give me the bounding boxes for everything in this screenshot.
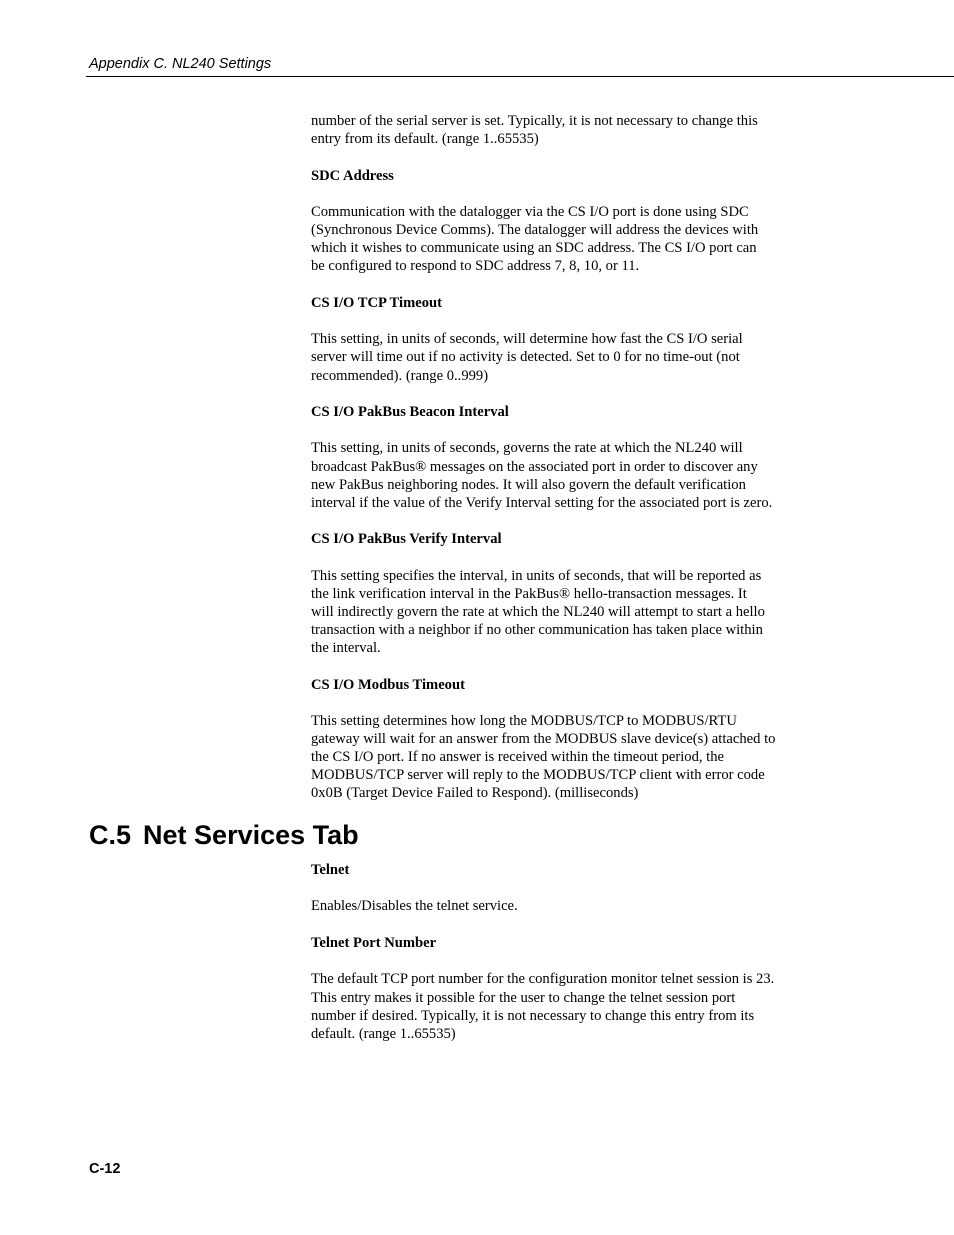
text-line: recommended). (range 0..999) [311,367,489,384]
text-line: default. (range 1..65535) [311,1025,456,1042]
text-line: new PakBus neighboring nodes. It will also govern the default verification [311,476,746,493]
text-line: SDC Address [311,167,394,184]
text-line: the CS I/O port. If no answer is received within the timeout period, the [311,749,724,766]
section-number: C.5 [89,820,132,850]
body-paragraph [311,439,811,511]
text-line: Telnet [311,862,350,878]
body-paragraph [311,112,811,148]
text-line: will indirectly govern the rate at which the NL240 will attempt to start a hello [311,603,765,620]
section-heading [89,818,359,852]
settings-text-block [311,112,811,803]
text-line: 0x0B (Target Device Failed to Respond). (milliseconds) [311,785,639,802]
body-paragraph [311,330,811,384]
running-header: Appendix C. NL240 Settings [89,56,272,72]
text-line: Telnet Port Number [311,934,437,951]
text-line: entry from its default. (range 1..65535) [311,131,539,148]
body-paragraph [311,897,811,915]
text-line: the link verification interval in the PakBus® hello-transaction messages. It [311,585,747,602]
text-line: transaction with a neighbor if no other communication has taken place within [311,622,763,638]
text-line: The default TCP port number for the configuration monitor telnet session is 23. [311,971,775,988]
text-line: CS I/O PakBus Verify Interval [311,531,502,548]
body-paragraph [311,203,811,275]
text-line: CS I/O Modbus Timeout [311,676,465,693]
page-number: C-12 [89,1161,121,1177]
setting-heading [311,294,811,312]
text-line: broadcast PakBus® messages on the associated port in order to discover any [311,458,758,475]
setting-heading [311,403,811,421]
setting-heading [311,934,811,952]
text-line: be configured to respond to SDC address 7, 8, 10, or 11. [311,258,640,275]
body-paragraph [311,712,811,802]
text-line: This setting specifies the interval, in units of seconds, that will be reported as [311,567,762,584]
text-line: This entry makes it possible for the user to change the telnet session port [311,989,736,1006]
setting-heading [311,861,811,879]
text-line: Enables/Disables the telnet service. [311,898,518,915]
text-line: CS I/O PakBus Beacon Interval [311,403,509,420]
net-services-text-block [311,861,811,1043]
text-line: which it wishes to communicate using an SDC address. The CS I/O port can [311,240,757,257]
text-line: the interval. [311,640,381,657]
text-line: (Synchronous Device Comms). The datalogger will address the devices with [311,222,759,239]
section-title: Net Services Tab [143,820,359,850]
text-line: Communication with the datalogger via the CS I/O port is done using SDC [311,204,749,221]
text-line: MODBUS/TCP server will reply to the MODBUS/TCP client with error code [311,767,765,784]
text-line: This setting determines how long the MODBUS/TCP to MODBUS/RTU [311,713,737,730]
setting-heading [311,530,811,548]
text-line: gateway will wait for an answer from the MODBUS slave device(s) attached to [311,731,776,748]
text-line: CS I/O TCP Timeout [311,294,442,311]
header-rule [86,76,954,77]
text-line: number if desired. Typically, it is not necessary to change this entry from its [311,1007,755,1024]
text-line: interval if the value of the Verify Interval setting for the associated port is zero. [311,494,773,511]
text-line: number of the serial server is set. Typically, it is not necessary to change this [311,113,758,129]
text-line: This setting, in units of seconds, governs the rate at which the NL240 will [311,440,743,457]
body-paragraph [311,567,811,657]
setting-heading [311,167,811,185]
body-paragraph [311,970,811,1042]
setting-heading [311,676,811,694]
text-line: server will time out if no activity is detected. Set to 0 for no time-out (not [311,349,740,366]
text-line: This setting, in units of seconds, will determine how fast the CS I/O serial [311,331,743,348]
